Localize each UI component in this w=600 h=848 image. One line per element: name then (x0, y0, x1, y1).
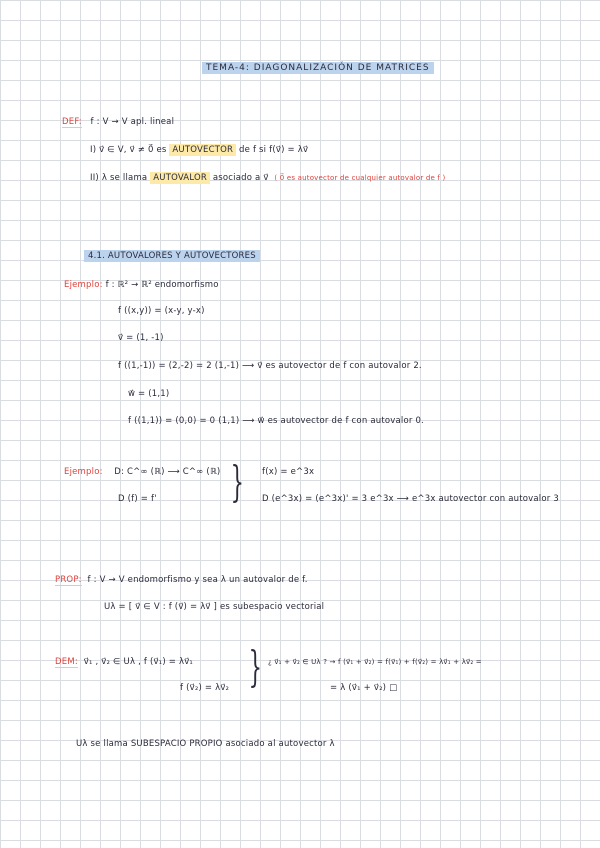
example2-l2: D (f) = f' (118, 494, 157, 504)
example1-l2: v⃗ = (1, -1) (118, 333, 164, 343)
example2-r2: D (e^3x) = (e^3x)' = 3 e^3x ⟶ e^3x autovector con autovalor 3 (262, 494, 559, 504)
final-line: Uλ se llama SUBESPACIO PROPIO asociado al autovector λ (76, 739, 335, 749)
prop-l1: f : V → V endomorfismo y sea λ un autovalor de f. (87, 575, 308, 585)
example1-label: Ejemplo: (64, 280, 103, 290)
section-title: 4.1. AUTOVALORES Y AUTOVECTORES (84, 250, 260, 262)
def-ii-note: ( 0⃗ es autovector de cualquier autovalor de f ) (274, 174, 446, 182)
dem-l2: f (v⃗₂) = λv⃗₂ (180, 683, 230, 693)
example1-l4: w⃗ = (1,1) (128, 389, 170, 399)
def-item-i (90, 145, 308, 155)
dem-label: DEM: (55, 657, 78, 667)
example2-heading (64, 467, 220, 477)
example1-head: f : ℝ² → ℝ² endomorfismo (105, 280, 219, 290)
def-label: DEF: (62, 117, 82, 127)
def-i-post: de f si f(v⃗) = λv⃗ (239, 145, 309, 155)
autovalor-term: AUTOVALOR (150, 172, 210, 184)
def-line1: f : V → V apl. lineal (90, 117, 175, 127)
example2-r1: f(x) = e^3x (262, 467, 315, 477)
prop-heading (55, 575, 308, 585)
example2-label: Ejemplo: (64, 467, 103, 477)
dem-r2: = λ (v⃗₁ + v⃗₂) □ (330, 683, 398, 693)
example2-l1: D: C^∞ (ℝ) ⟶ C^∞ (ℝ) (114, 467, 221, 477)
def-i-pre: I) v⃗ ∈ V, v⃗ ≠ 0⃗ es (90, 145, 167, 155)
prop-l2: Uλ = [ v⃗ ∈ V : f (v⃗) = λv⃗ ] es subespacio vectorial (104, 602, 325, 612)
example1-l5: f ((1,1)) = (0,0) = 0 (1,1) ⟶ w⃗ es autovector de f con autovalor 0. (128, 416, 424, 426)
example1-heading (64, 280, 219, 290)
autovector-term: AUTOVECTOR (169, 144, 236, 156)
example1-l1: f ((x,y)) = (x-y, y-x) (118, 306, 205, 316)
dem-heading (55, 657, 193, 667)
page-title (202, 63, 434, 73)
def-heading (62, 117, 174, 127)
dem-r1: ¿ v⃗₁ + v⃗₂ ∈ Uλ ? → f (v⃗₁ + v⃗₂) = f(v⃗₁) + f(v⃗₂) = λv⃗₁ + λv⃗₂ = (268, 658, 482, 666)
dem-l1: v⃗₁ , v⃗₂ ∈ Uλ , f (v⃗₁) = λv⃗₁ (83, 657, 194, 667)
def-ii-pre: II) λ se llama (90, 173, 148, 183)
example2-brace: } (230, 457, 245, 506)
def-item-ii (90, 173, 445, 183)
prop-label: PROP: (55, 575, 82, 585)
example1-l3: f ((1,-1)) = (2,-2) = 2 (1,-1) ⟶ v⃗ es autovector de f con autovalor 2. (118, 361, 422, 371)
dem-brace: } (248, 642, 263, 691)
page-title-text: TEMA-4: DIAGONALIZACIÓN DE MATRICES (202, 62, 434, 74)
section-heading (84, 251, 260, 261)
def-ii-post: asociado a v⃗ (212, 173, 269, 183)
